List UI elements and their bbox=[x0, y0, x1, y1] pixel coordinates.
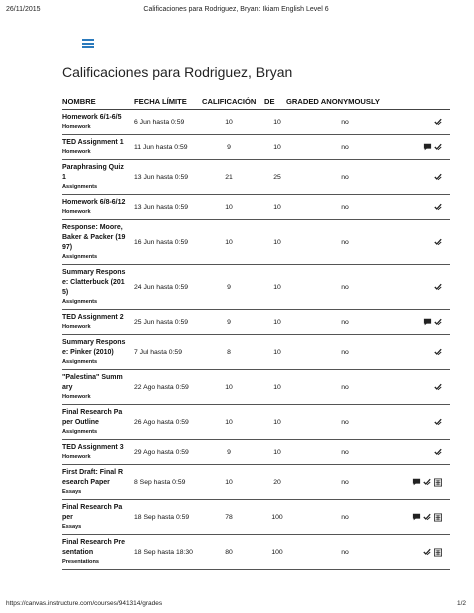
score: 10 bbox=[225, 238, 233, 246]
score: 10 bbox=[225, 383, 233, 391]
assignment-name-cell bbox=[62, 135, 134, 159]
hamburger-menu-icon[interactable] bbox=[82, 39, 94, 48]
graded-anonymously: no bbox=[341, 383, 349, 391]
assignment-group: Assignments bbox=[62, 299, 98, 305]
assignment-name-cell bbox=[62, 160, 134, 194]
score: 10 bbox=[225, 418, 233, 426]
print-url: https://canvas.instructure.com/courses/941314/grades bbox=[6, 600, 163, 607]
row-icons bbox=[390, 383, 450, 391]
due-date: 25 Jun hasta 0:59 bbox=[134, 318, 189, 326]
due-date: 13 Jun hasta 0:59 bbox=[134, 203, 189, 211]
assignment-name-link[interactable]: per Outline bbox=[62, 419, 99, 426]
score: 8 bbox=[227, 348, 231, 356]
assignment-group: Homework bbox=[62, 454, 91, 460]
assignment-group: Homework bbox=[62, 124, 91, 130]
table-row bbox=[62, 220, 450, 265]
header-due[interactable]: FECHA LÍMITE bbox=[134, 97, 187, 106]
grades-table bbox=[62, 92, 450, 570]
assignment-group: Assignments bbox=[62, 429, 98, 435]
row-icons bbox=[390, 143, 450, 151]
check-icon[interactable] bbox=[434, 283, 442, 291]
row-icons bbox=[390, 203, 450, 211]
assignment-name-link[interactable]: e: Pinker (2010) bbox=[62, 349, 114, 356]
row-icons bbox=[390, 238, 450, 246]
assignment-name-cell bbox=[62, 370, 134, 404]
row-icons bbox=[390, 118, 450, 126]
print-page-title: Calificaciones para Rodriguez, Bryan: Ikiam English Level 6 bbox=[143, 6, 329, 13]
header-out-of: DE bbox=[264, 97, 275, 106]
due-date: 18 Sep hasta 0:59 bbox=[134, 513, 190, 521]
points-possible: 10 bbox=[273, 383, 281, 391]
check-icon[interactable] bbox=[423, 478, 431, 486]
assignment-name-link[interactable]: First Draft: Final R bbox=[62, 469, 124, 476]
check-icon[interactable] bbox=[434, 238, 442, 246]
check-icon[interactable] bbox=[434, 143, 442, 151]
assignment-name-link[interactable]: sentation bbox=[62, 549, 94, 556]
assignment-name-link[interactable]: 97) bbox=[62, 244, 73, 251]
table-row bbox=[62, 370, 450, 405]
due-date: 29 Ago hasta 0:59 bbox=[134, 448, 189, 456]
check-icon[interactable] bbox=[434, 118, 442, 126]
table-row bbox=[62, 465, 450, 500]
comment-icon[interactable] bbox=[412, 478, 420, 486]
score: 9 bbox=[227, 318, 231, 326]
row-icons bbox=[390, 173, 450, 181]
assignment-group: Essays bbox=[62, 524, 82, 530]
assignment-name-link[interactable]: Summary Respons bbox=[62, 269, 126, 276]
score: 78 bbox=[225, 513, 233, 521]
assignment-name-cell bbox=[62, 220, 134, 264]
points-possible: 20 bbox=[273, 478, 281, 486]
table-body bbox=[62, 110, 450, 570]
assignment-name-link[interactable]: 5) bbox=[62, 289, 69, 296]
assignment-name-cell bbox=[62, 110, 134, 134]
table-row bbox=[62, 195, 450, 220]
table-row bbox=[62, 405, 450, 440]
assignment-name-link[interactable]: Paraphrasing Quiz bbox=[62, 164, 124, 171]
table-row bbox=[62, 500, 450, 535]
row-icons bbox=[390, 418, 450, 426]
assignment-name-cell bbox=[62, 465, 134, 499]
check-icon[interactable] bbox=[434, 203, 442, 211]
table-row bbox=[62, 110, 450, 135]
rubric-icon[interactable] bbox=[434, 478, 442, 486]
check-icon[interactable] bbox=[434, 383, 442, 391]
graded-anonymously: no bbox=[341, 418, 349, 426]
table-header bbox=[62, 92, 450, 110]
row-icons bbox=[390, 348, 450, 356]
graded-anonymously: no bbox=[341, 143, 349, 151]
assignment-group: Assignments bbox=[62, 359, 98, 365]
assignment-name-link[interactable]: Final Research Pa bbox=[62, 504, 123, 511]
graded-anonymously: no bbox=[341, 118, 349, 126]
assignment-name-link[interactable]: TED Assignment 2 bbox=[62, 314, 124, 321]
assignment-name-link[interactable]: Homework 6/1-6/5 bbox=[62, 114, 122, 121]
graded-anonymously: no bbox=[341, 548, 349, 556]
graded-anonymously: no bbox=[341, 203, 349, 211]
assignment-name-link[interactable]: ary bbox=[62, 384, 73, 391]
assignment-name-link[interactable]: e: Clatterbuck (201 bbox=[62, 279, 125, 286]
table-row bbox=[62, 335, 450, 370]
assignment-group: Presentations bbox=[62, 559, 99, 565]
check-icon[interactable] bbox=[434, 418, 442, 426]
points-possible: 10 bbox=[273, 318, 281, 326]
row-icons bbox=[390, 318, 450, 326]
points-possible: 10 bbox=[273, 238, 281, 246]
score: 21 bbox=[225, 173, 233, 181]
row-icons bbox=[390, 478, 450, 486]
score: 10 bbox=[225, 203, 233, 211]
points-possible: 100 bbox=[271, 513, 283, 521]
assignment-group: Homework bbox=[62, 394, 91, 400]
assignment-group: Homework bbox=[62, 209, 91, 215]
comment-icon[interactable] bbox=[412, 513, 420, 521]
points-possible: 25 bbox=[273, 173, 281, 181]
graded-anonymously: no bbox=[341, 318, 349, 326]
due-date: 26 Ago hasta 0:59 bbox=[134, 418, 189, 426]
assignment-name-cell bbox=[62, 195, 134, 219]
assignment-name-cell bbox=[62, 265, 134, 309]
due-date: 18 Sep hasta 18:30 bbox=[134, 548, 193, 556]
print-page-number: 1/2 bbox=[456, 600, 466, 607]
points-possible: 10 bbox=[273, 448, 281, 456]
table-row bbox=[62, 160, 450, 195]
assignment-name-cell bbox=[62, 535, 134, 569]
score: 9 bbox=[227, 448, 231, 456]
assignment-group: Homework bbox=[62, 149, 91, 155]
graded-anonymously: no bbox=[341, 238, 349, 246]
check-icon[interactable] bbox=[434, 173, 442, 181]
rubric-icon[interactable] bbox=[434, 513, 442, 521]
due-date: 7 Jul hasta 0:59 bbox=[134, 348, 182, 356]
comment-icon[interactable] bbox=[423, 318, 431, 326]
table-row bbox=[62, 535, 450, 570]
header-name[interactable]: NOMBRE bbox=[62, 97, 96, 106]
assignment-group: Assignments bbox=[62, 184, 98, 190]
points-possible: 10 bbox=[273, 283, 281, 291]
assignment-name-link[interactable]: TED Assignment 1 bbox=[62, 139, 124, 146]
check-icon[interactable] bbox=[423, 548, 431, 556]
points-possible: 10 bbox=[273, 348, 281, 356]
due-date: 6 Jun hasta 0:59 bbox=[134, 118, 185, 126]
table-row bbox=[62, 440, 450, 465]
assignment-name-link[interactable]: Homework 6/8-6/12 bbox=[62, 199, 126, 206]
due-date: 8 Sep hasta 0:59 bbox=[134, 478, 186, 486]
assignment-name-link[interactable]: Response: Moore, bbox=[62, 224, 123, 231]
assignment-name-cell bbox=[62, 440, 134, 464]
graded-anonymously: no bbox=[341, 283, 349, 291]
check-icon[interactable] bbox=[434, 318, 442, 326]
graded-anonymously: no bbox=[341, 513, 349, 521]
score: 80 bbox=[225, 548, 233, 556]
points-possible: 100 bbox=[271, 548, 283, 556]
print-date: 26/11/2015 bbox=[6, 6, 41, 13]
assignment-group: Assignments bbox=[62, 254, 98, 260]
points-possible: 10 bbox=[273, 118, 281, 126]
assignment-group: Essays bbox=[62, 489, 82, 495]
points-possible: 10 bbox=[273, 143, 281, 151]
assignment-name-link[interactable]: Final Research Pre bbox=[62, 539, 126, 546]
graded-anonymously: no bbox=[341, 448, 349, 456]
row-icons bbox=[390, 548, 450, 556]
comment-icon[interactable] bbox=[423, 143, 431, 151]
row-icons bbox=[390, 513, 450, 521]
row-icons bbox=[390, 448, 450, 456]
score: 9 bbox=[227, 283, 231, 291]
graded-anonymously: no bbox=[341, 348, 349, 356]
assignment-name-link[interactable]: Summary Respons bbox=[62, 339, 126, 346]
page-title: Calificaciones para Rodriguez, Bryan bbox=[62, 64, 293, 80]
due-date: 11 Jun hasta 0:59 bbox=[134, 143, 188, 151]
assignment-group: Homework bbox=[62, 324, 91, 330]
graded-anonymously: no bbox=[341, 173, 349, 181]
assignment-name-link[interactable]: esearch Paper bbox=[62, 479, 110, 486]
score: 10 bbox=[225, 478, 233, 486]
score: 9 bbox=[227, 143, 231, 151]
assignment-name-cell bbox=[62, 405, 134, 439]
header-score[interactable]: CALIFICACIÓN bbox=[202, 97, 257, 106]
due-date: 24 Jun hasta 0:59 bbox=[134, 283, 189, 291]
assignment-name-link[interactable]: "Palestina" Summ bbox=[62, 374, 123, 381]
assignment-name-cell bbox=[62, 335, 134, 369]
table-row bbox=[62, 265, 450, 310]
table-row bbox=[62, 135, 450, 160]
assignment-name-cell bbox=[62, 500, 134, 534]
check-icon[interactable] bbox=[434, 448, 442, 456]
graded-anonymously: no bbox=[341, 478, 349, 486]
due-date: 13 Jun hasta 0:59 bbox=[134, 173, 189, 181]
header-anonymous: GRADED ANONYMOUSLY bbox=[286, 97, 380, 106]
check-icon[interactable] bbox=[423, 513, 431, 521]
due-date: 22 Ago hasta 0:59 bbox=[134, 383, 189, 391]
check-icon[interactable] bbox=[434, 348, 442, 356]
row-icons bbox=[390, 283, 450, 291]
assignment-name-link[interactable]: 1 bbox=[62, 174, 66, 181]
assignment-name-link[interactable]: Final Research Pa bbox=[62, 409, 123, 416]
points-possible: 10 bbox=[273, 203, 281, 211]
due-date: 16 Jun hasta 0:59 bbox=[134, 238, 189, 246]
assignment-name-link[interactable]: TED Assignment 3 bbox=[62, 444, 124, 451]
table-row bbox=[62, 310, 450, 335]
assignment-name-link[interactable]: Baker & Packer (19 bbox=[62, 234, 126, 241]
assignment-name-cell bbox=[62, 310, 134, 334]
score: 10 bbox=[225, 118, 233, 126]
rubric-icon[interactable] bbox=[434, 548, 442, 556]
points-possible: 10 bbox=[273, 418, 281, 426]
assignment-name-link[interactable]: per bbox=[62, 514, 73, 521]
